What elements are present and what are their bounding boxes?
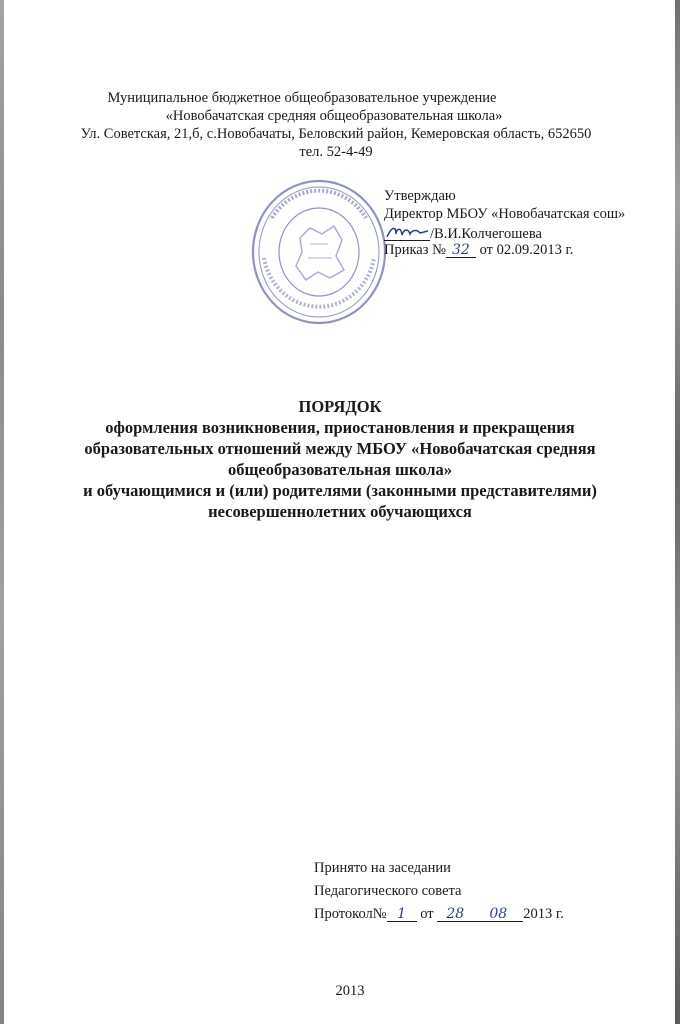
adoption-protocol — [314, 906, 564, 923]
approval-director: Директор МБОУ «Новобачатская сош» — [384, 206, 626, 222]
adoption-line2: Педагогического совета — [314, 883, 462, 899]
org-phone: тел. 52-4-49 — [299, 144, 373, 160]
doc-heading: ПОРЯДОК — [298, 397, 382, 416]
doc-title-line4: и обучающимися и (или) родителями (законными представителями) — [83, 481, 597, 500]
doc-title-line5: несовершеннолетних обучающихся — [208, 502, 472, 521]
approval-approve: Утверждаю — [384, 188, 456, 204]
doc-title-line3: общеобразовательная школа» — [227, 460, 452, 479]
approval-signature-line — [384, 224, 542, 243]
doc-title-line1: оформления возникновения, приостановления и прекращения — [105, 418, 575, 437]
protocol-month: 08 — [473, 907, 523, 922]
protocol-year: 2013 г. — [523, 906, 564, 922]
order-suffix: от 02.09.2013 г. — [475, 242, 574, 258]
protocol-prefix: Протокол№ — [314, 906, 387, 922]
doc-title-line2: образовательных отношений между МБОУ «Новобачатская средняя — [84, 439, 596, 458]
org-name-line1: Муниципальное бюджетное общеобразовательное учреждение — [107, 90, 497, 106]
director-signature — [384, 224, 430, 241]
order-number: 32 — [446, 243, 476, 258]
org-name-line2: «Новобачатская средняя общеобразовательная школа» — [165, 108, 503, 124]
school-seal-stamp — [250, 178, 388, 326]
adoption-line1: Принято на заседании — [314, 860, 451, 876]
footer-year: 2013 — [335, 983, 365, 999]
order-prefix: Приказ № — [384, 242, 446, 258]
org-address: Ул. Советская, 21,б, с.Новобачаты, Беловский район, Кемеровская область, 652650 — [80, 126, 592, 142]
protocol-from: от — [416, 906, 438, 922]
approval-signature-name: /В.И.Колчегошева — [430, 226, 542, 242]
approval-order — [384, 242, 573, 259]
protocol-number: 1 — [387, 907, 417, 922]
protocol-day: 28 — [437, 907, 473, 922]
